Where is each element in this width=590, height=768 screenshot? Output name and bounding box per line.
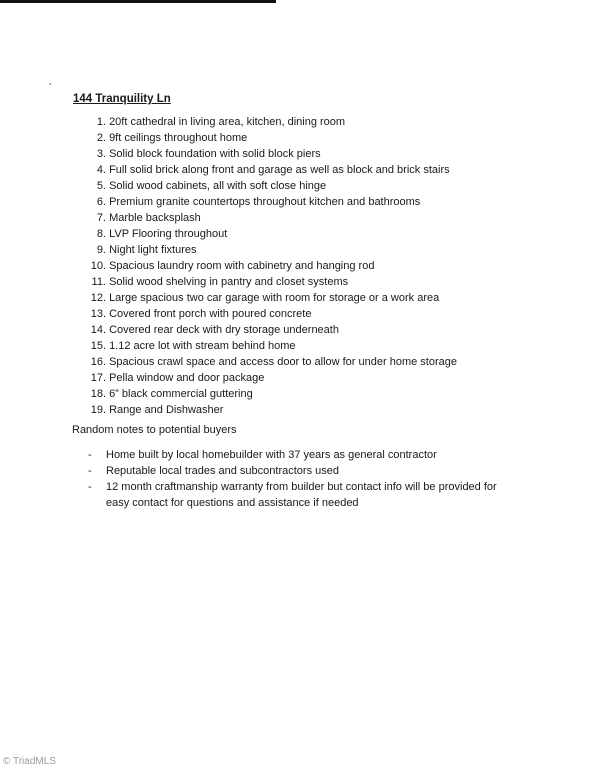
item-number: 12. [90,292,106,304]
item-text: Covered front porch with poured concrete [109,308,312,320]
mls-watermark: © TriadMLS [3,756,56,767]
list-item [88,178,457,194]
list-item [88,130,457,146]
item-number: 7. [96,212,106,224]
item-text: Covered rear deck with dry storage underneath [109,324,339,336]
list-item [88,258,457,274]
item-number: 6. [96,196,106,208]
notes-list [88,447,516,511]
note-text: 12 month craftmanship warranty from builder but contact info will be provided for easy contact for questions and assistance if needed [106,481,497,509]
list-item [88,290,457,306]
item-text: LVP Flooring throughout [109,228,228,240]
note-item [88,447,516,463]
item-number: 9. [96,244,106,256]
note-text: Reputable local trades and subcontractors used [106,465,339,477]
item-number: 10. [90,260,106,272]
item-text: Marble backsplash [109,212,201,224]
list-item [88,386,457,402]
list-item [88,242,457,258]
item-text: 1.12 acre lot with stream behind home [109,340,296,352]
item-text: Spacious laundry room with cabinetry and hanging rod [109,260,375,272]
list-item [88,226,457,242]
list-item [88,370,457,386]
item-number: 11. [91,276,106,288]
item-text: Spacious crawl space and access door to allow for under home storage [109,356,457,368]
note-text: Home built by local homebuilder with 37 years as general contractor [106,449,437,461]
list-item [88,194,457,210]
list-item [88,402,457,418]
dash-bullet: - [88,465,92,477]
features-list [88,114,457,418]
item-number: 19. [90,404,106,416]
item-text: Solid block foundation with solid block piers [109,148,321,160]
list-item [88,354,457,370]
item-number: 14. [90,324,106,336]
notes-heading: Random notes to potential buyers [72,424,237,436]
dash-bullet: - [88,449,92,461]
item-number: 5. [96,180,106,192]
item-text: Large spacious two car garage with room for storage or a work area [109,292,440,304]
item-number: 13. [90,308,106,320]
item-text: 6” black commercial guttering [109,388,253,400]
item-number: 4. [96,164,106,176]
item-number: 17. [90,372,106,384]
item-text: Premium granite countertops throughout kitchen and bathrooms [109,196,421,208]
item-text: Full solid brick along front and garage as well as block and brick stairs [109,164,450,176]
item-number: 16. [90,356,106,368]
list-item [88,306,457,322]
item-number: 8. [96,228,106,240]
item-text: 20ft cathedral in living area, kitchen, dining room [109,116,346,128]
scan-edge-bar [0,0,276,3]
item-number: 18. [90,388,106,400]
list-item [88,210,457,226]
item-number: 2. [96,132,106,144]
item-text: Solid wood cabinets, all with soft close hinge [109,180,327,192]
item-text: Solid wood shelving in pantry and closet systems [109,276,349,288]
list-item [88,162,457,178]
list-item [88,114,457,130]
item-text: Night light fixtures [109,244,197,256]
item-text: Range and Dishwasher [109,404,224,416]
item-number: 15. [90,340,106,352]
item-text: Pella window and door package [109,372,265,384]
note-item [88,479,516,511]
list-item [88,322,457,338]
scan-speck [49,83,51,85]
list-item [88,274,457,290]
item-text: 9ft ceilings throughout home [109,132,248,144]
item-number: 1. [96,116,106,128]
page-title: 144 Tranquility Ln [73,93,171,105]
item-number: 3. [96,148,106,160]
list-item [88,338,457,354]
note-item [88,463,516,479]
dash-bullet: - [88,481,92,493]
list-item [88,146,457,162]
